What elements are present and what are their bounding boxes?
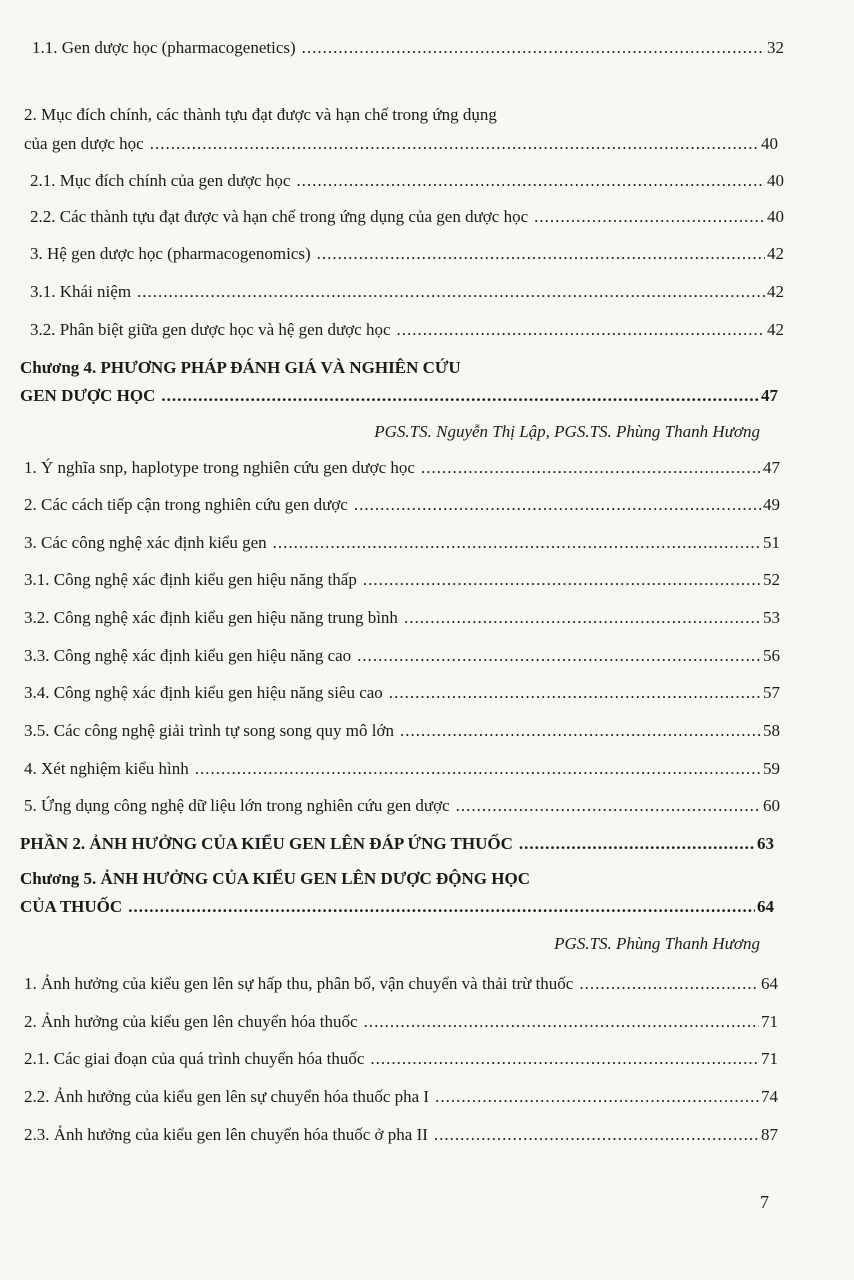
dot-leader (296, 170, 765, 192)
toc-entry (24, 494, 780, 516)
entry-page: 64 (761, 974, 778, 993)
dot-leader (534, 206, 765, 228)
entry-title: 2. Ảnh hưởng của kiểu gen lên chuyển hóa thuốc (24, 1012, 358, 1031)
entry-page: 40 (767, 171, 784, 190)
entry-page: 87 (761, 1125, 778, 1144)
dot-leader (389, 682, 761, 704)
dot-leader (354, 494, 761, 516)
entry-page: 47 (763, 458, 780, 477)
entry-title: 3. Các công nghệ xác định kiểu gen (24, 533, 267, 552)
entry-page: 42 (767, 282, 784, 301)
entry-title: 4. Xét nghiệm kiểu hình (24, 759, 189, 778)
entry-title: 2.3. Ảnh hưởng của kiểu gen lên chuyển hóa thuốc ở pha II (24, 1125, 428, 1144)
toc-entry (24, 720, 780, 742)
toc-entry (30, 281, 784, 303)
part-title: PHẦN 2. ẢNH HƯỞNG CỦA KIỂU GEN LÊN ĐÁP ỨNG THUỐC (20, 834, 513, 853)
entry-title: 3.1. Khái niệm (30, 282, 132, 301)
dot-leader (404, 607, 761, 629)
dot-leader (434, 1124, 759, 1146)
toc-entry (24, 457, 780, 479)
entry-page: 47 (761, 386, 778, 405)
toc-part (20, 833, 774, 855)
entry-title: 3.5. Các công nghệ giải trình tự song song quy mô lớn (24, 721, 394, 740)
entry-page: 63 (757, 834, 774, 853)
toc-entry (20, 385, 778, 407)
entry-page: 49 (763, 495, 780, 514)
toc-entry (30, 243, 784, 265)
page-number: 7 (760, 1192, 769, 1212)
chapter-title-cont: GEN DƯỢC HỌC (20, 386, 156, 405)
toc-entry (20, 896, 774, 918)
dot-leader (519, 833, 755, 855)
toc-entry (24, 682, 780, 704)
entry-page: 58 (763, 721, 780, 740)
dot-leader (128, 896, 755, 918)
entry-title: 2. Mục đích chính, các thành tựu đạt được và hạn chế trong ứng dụng (24, 105, 497, 124)
dot-leader (397, 319, 766, 341)
entry-page: 60 (763, 796, 780, 815)
chapter-title: Chương 4. PHƯƠNG PHÁP ĐÁNH GIÁ VÀ NGHIÊN CỨU (20, 358, 461, 377)
entry-page: 40 (767, 207, 784, 226)
toc-entry (24, 1124, 778, 1146)
entry-title: 1.1. Gen dược học (pharmacogenetics) (32, 38, 296, 57)
dot-leader (150, 133, 759, 155)
entry-page: 56 (763, 646, 780, 665)
entry-title: 3.1. Công nghệ xác định kiểu gen hiệu năng thấp (24, 570, 357, 589)
dot-leader (302, 37, 765, 59)
dot-leader (400, 720, 761, 742)
toc-entry (24, 758, 780, 780)
entry-title: 3.2. Phân biệt giữa gen dược học và hệ gen dược học (30, 320, 391, 339)
entry-title: 1. Ảnh hưởng của kiểu gen lên sự hấp thu, phân bố, vận chuyển và thải trừ thuốc (24, 974, 574, 993)
toc-entry (24, 795, 780, 817)
toc-entry (30, 170, 784, 192)
entry-title: 3.4. Công nghệ xác định kiểu gen hiệu năng siêu cao (24, 683, 383, 702)
toc-entry (24, 133, 778, 155)
entry-page: 59 (763, 759, 780, 778)
entry-title: 2. Các cách tiếp cận trong nghiên cứu gen dược (24, 495, 348, 514)
toc-entry (30, 206, 784, 228)
dot-leader (421, 457, 761, 479)
toc-entry (24, 607, 780, 629)
toc-entry (30, 319, 784, 341)
dot-leader (273, 532, 761, 554)
entry-page: 53 (763, 608, 780, 627)
entry-page: 42 (767, 244, 784, 263)
dot-leader (364, 1011, 759, 1033)
entry-title: 2.2. Ảnh hưởng của kiểu gen lên sự chuyển hóa thuốc pha I (24, 1087, 430, 1106)
dot-leader (317, 243, 765, 265)
chapter-author: PGS.TS. Phùng Thanh Hương (554, 934, 760, 953)
dot-leader (363, 569, 761, 591)
toc-entry (24, 973, 778, 995)
entry-title: 3. Hệ gen dược học (pharmacogenomics) (30, 244, 311, 263)
entry-page: 42 (767, 320, 784, 339)
dot-leader (579, 973, 759, 995)
toc-entry (32, 37, 784, 59)
toc-entry (24, 569, 780, 591)
entry-page: 51 (763, 533, 780, 552)
entry-page: 71 (761, 1049, 778, 1068)
dot-leader (370, 1048, 759, 1070)
entry-title: 2.1. Các giai đoạn của quá trình chuyển hóa thuốc (24, 1049, 365, 1068)
dot-leader (435, 1086, 759, 1108)
entry-page: 40 (761, 134, 778, 153)
entry-title: 3.3. Công nghệ xác định kiểu gen hiệu năng cao (24, 646, 352, 665)
dot-leader (195, 758, 761, 780)
dot-leader (357, 645, 761, 667)
toc-entry (24, 1048, 778, 1070)
toc-entry (24, 532, 780, 554)
entry-page: 71 (761, 1012, 778, 1031)
entry-title: 2.1. Mục đích chính của gen dược học (30, 171, 291, 190)
toc-entry (24, 645, 780, 667)
chapter-author: PGS.TS. Nguyễn Thị Lập, PGS.TS. Phùng Thanh Hương (374, 422, 760, 441)
dot-leader (161, 385, 759, 407)
entry-page: 57 (763, 683, 780, 702)
chapter-title-cont: CỦA THUỐC (20, 897, 123, 916)
entry-title: 2.2. Các thành tựu đạt được và hạn chế trong ứng dụng của gen dược học (30, 207, 529, 226)
entry-page: 52 (763, 570, 780, 589)
dot-leader (137, 281, 765, 303)
entry-title: 1. Ý nghĩa snp, haplotype trong nghiên cứu gen dược học (24, 458, 415, 477)
entry-title: 5. Ứng dụng công nghệ dữ liệu lớn trong nghiên cứu gen dược (24, 796, 450, 815)
dot-leader (456, 795, 761, 817)
entry-title: 3.2. Công nghệ xác định kiểu gen hiệu năng trung bình (24, 608, 398, 627)
entry-page: 32 (767, 38, 784, 57)
toc-entry (24, 1086, 778, 1108)
entry-page: 64 (757, 897, 774, 916)
chapter-title: Chương 5. ẢNH HƯỞNG CỦA KIỂU GEN LÊN DƯỢC ĐỘNG HỌC (20, 869, 530, 888)
entry-title-cont: của gen dược học (24, 134, 144, 153)
toc-entry (24, 1011, 778, 1033)
entry-page: 74 (761, 1087, 778, 1106)
